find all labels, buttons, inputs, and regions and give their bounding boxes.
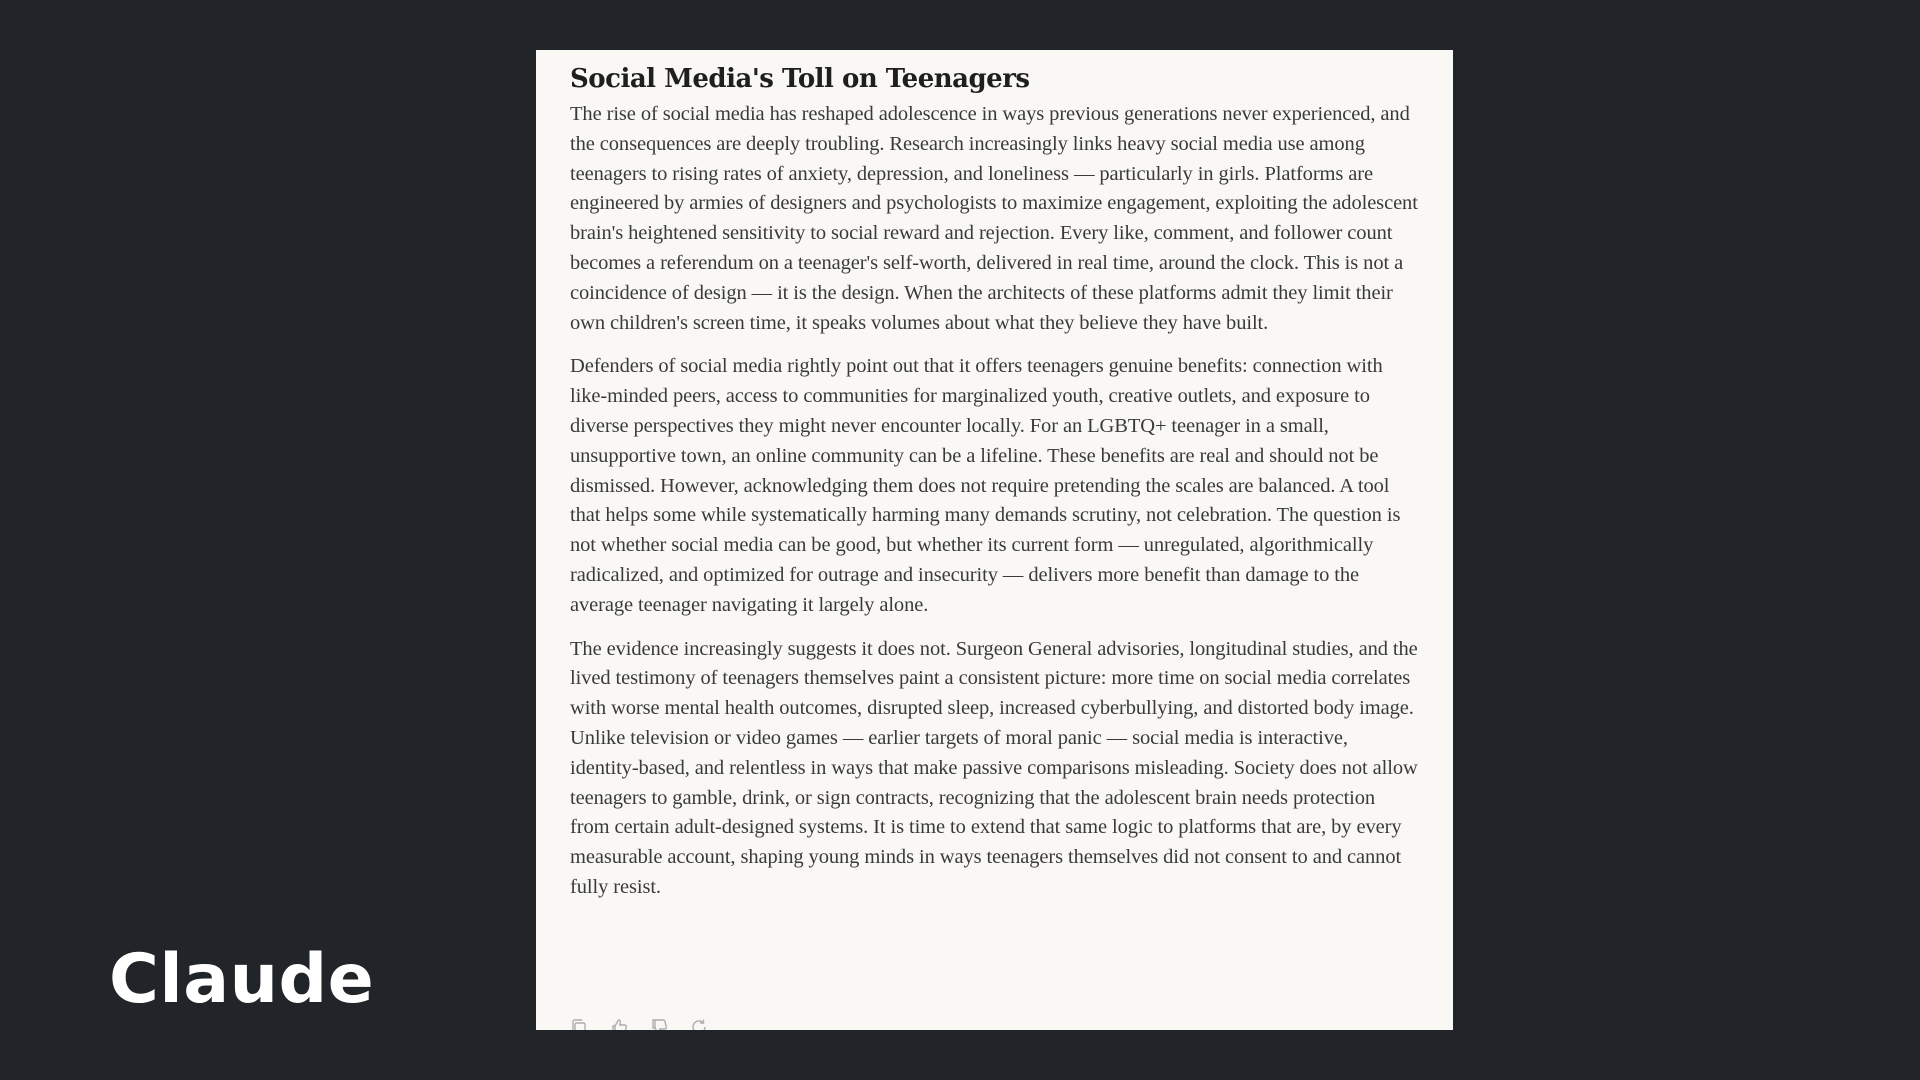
retry-icon[interactable] (690, 1018, 708, 1030)
copy-icon[interactable] (570, 1018, 588, 1030)
message-actions (570, 1018, 708, 1030)
thumbs-up-icon[interactable] (610, 1018, 628, 1030)
essay-paragraph-3: The evidence increasingly suggests it does not. Surgeon General advisories, longitudinal studies, and the lived testimony of teenagers themselves paint a consistent picture: more time on social media correlates with worse mental health outcomes, disrupted sleep, increased cyberbullying, and distorted body image. Unlike television or video games — earlier targets of moral panic — social media is interactive, identity-based, and relentless in ways that make passive comparisons misleading. Society does not allow teenagers to gamble, drink, or sign contracts, recognizing that the adolescent brain needs protection from certain adult-designed systems. It is time to extend that same logic to platforms that are, by every measurable account, shaping young minds in ways teenagers themselves did not consent to and cannot fully resist. (570, 637, 1418, 898)
essay-paragraph-2: Defenders of social media rightly point out that it offers teenagers genuine benefits: connection with like-minded peers, access to communities for marginalized youth, creative outlets, and exposure to diverse perspectives they might never encounter locally. For an LGBTQ+ teenager in a small, unsupportive town, an online community can be a lifeline. These benefits are real and should not be dismissed. However, acknowledging them does not require pretending the scales are balanced. A tool that helps some while systematically harming many demands scrutiny, not celebration. The question is not whether social media can be good, but whether its current form — unregulated, algorithmically radicalized, and optimized for outrage and insecurity — delivers more benefit than damage to the average teenager navigating it largely alone. (570, 355, 1401, 616)
brand-label: Claude (109, 940, 375, 1019)
thumbs-down-icon[interactable] (650, 1018, 668, 1030)
essay-paragraph-1: The rise of social media has reshaped adolescence in ways previous generations never experienced, and the consequences are deeply troubling. Research increasingly links heavy social media use among teenagers to rising rates of anxiety, depression, and loneliness — particularly in girls. Platforms are engineered by armies of designers and psychologists to maximize engagement, exploiting the adolescent brain's heightened sensitivity to social reward and rejection. Every like, comment, and follower count becomes a referendum on a teenager's self-worth, delivered in real time, around the clock. This is not a coincidence of design — it is the design. When the architects of these platforms admit they limit their own children's screen time, it speaks volumes about what they believe they have built. (570, 103, 1418, 334)
essay-panel (536, 50, 1453, 1030)
essay-title: Social Media's Toll on Teenagers (570, 64, 1030, 94)
